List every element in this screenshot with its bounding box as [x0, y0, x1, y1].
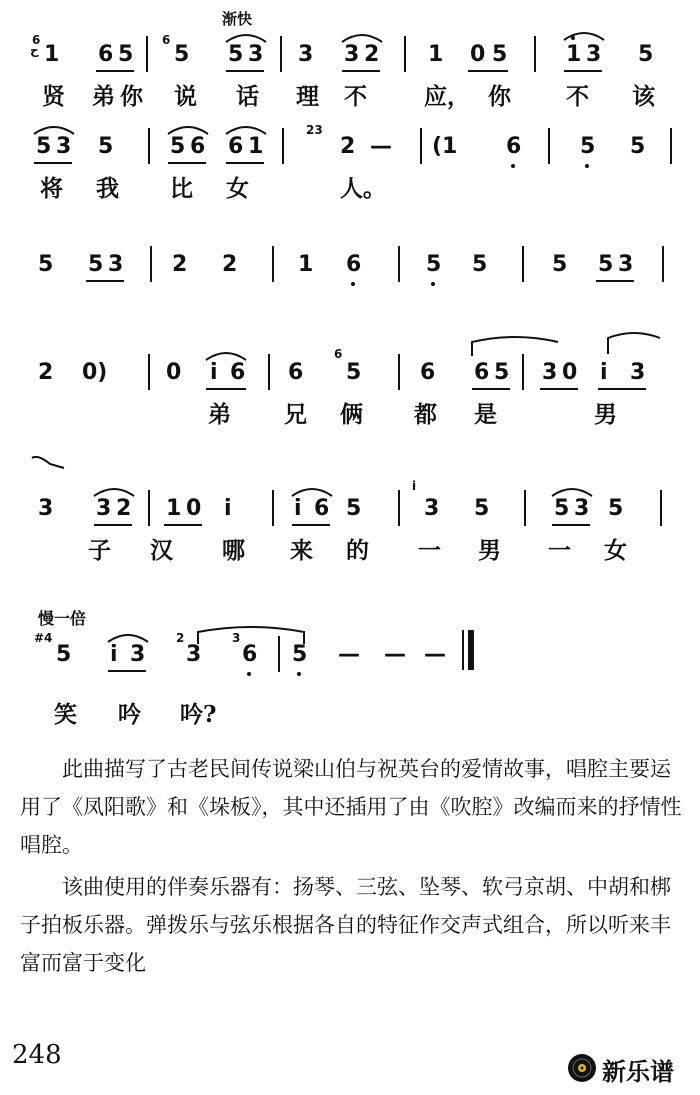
note: 5 [170, 134, 186, 159]
note: 3 [586, 42, 602, 67]
lyric: 兄 [284, 401, 307, 428]
note: — [384, 642, 406, 667]
lyric: 弟 [208, 401, 231, 428]
beam-underline [226, 70, 264, 72]
beam-underline [34, 162, 72, 164]
lyric: 吟? [180, 701, 217, 728]
grace-note: 23 [306, 123, 323, 137]
note: 5 [492, 42, 508, 67]
lyric: 一 [548, 537, 571, 564]
lyric: 汉 [150, 537, 173, 564]
slur [550, 484, 594, 498]
lyric: 你 [120, 83, 143, 110]
lyric: 弟 [92, 83, 115, 110]
low-octave-dot [351, 282, 355, 286]
note: 3 [108, 252, 124, 277]
note: 2 [340, 134, 356, 159]
notes-row [0, 346, 700, 396]
note: 3 [96, 496, 112, 521]
lyric: 一 [418, 537, 441, 564]
note: 5 [174, 42, 190, 67]
slur [562, 28, 606, 42]
note: 5 [494, 360, 510, 385]
lyric: 子 [88, 537, 111, 564]
note: 3 [248, 42, 264, 67]
grace-note: 2 [176, 631, 185, 645]
note: 6 [228, 134, 244, 159]
grace-note: 6 [334, 347, 343, 361]
lyric: 女 [226, 175, 249, 202]
barline [398, 246, 400, 282]
note: 6 [474, 360, 490, 385]
note: 0 [166, 360, 182, 385]
lyric: 该 [632, 83, 655, 110]
beam-underline [468, 70, 508, 72]
grace-note: 3 [232, 631, 241, 645]
barline [420, 128, 422, 164]
note: i [294, 496, 302, 521]
barline [150, 246, 152, 282]
barline [280, 36, 282, 72]
note: 5 [118, 42, 134, 67]
note: 1 [44, 42, 60, 67]
score-system-2 [0, 118, 700, 208]
note: 3 [630, 360, 646, 385]
description-paragraph-2: 该曲使用的伴奏乐器有：扬琴、三弦、坠琴、软弓京胡、中胡和梆子拍板乐器。弹拨乐与弦乐根据各自的特征作交声式组合，所以听来丰富而富于变化 [20, 875, 671, 975]
note: 5 [630, 134, 646, 159]
grace-note: #4 [34, 631, 53, 645]
note: 6 [420, 360, 436, 385]
score-system-1 [0, 28, 700, 118]
slur [32, 122, 76, 136]
tie-arc [470, 336, 560, 358]
tie-arc [30, 456, 66, 470]
beam-underline [342, 70, 380, 72]
note: 5 [56, 642, 72, 667]
note: 2 [38, 360, 54, 385]
tie-arc [196, 626, 306, 646]
score-system-6 [0, 626, 700, 728]
lyric: 贤 [42, 83, 65, 110]
note: — [424, 642, 446, 667]
brand-logo [566, 1050, 690, 1086]
lyric: 我 [96, 175, 119, 202]
note: 1 [298, 252, 314, 277]
note: 2 [222, 252, 238, 277]
score-system-3 [0, 238, 700, 328]
notes-row [0, 238, 700, 288]
slur [106, 630, 150, 644]
lyric: 都 [414, 401, 437, 428]
barline [660, 490, 662, 526]
note: 5 [472, 252, 488, 277]
barline [272, 246, 274, 282]
score-system-4 [0, 346, 700, 436]
grace-note: 6 [162, 33, 171, 47]
note: 6 [230, 360, 246, 385]
note: 3 [574, 496, 590, 521]
lyrics-row [0, 394, 700, 430]
note: 1 [248, 134, 264, 159]
beam-underline [564, 70, 602, 72]
barline [670, 128, 672, 164]
lyric: 男 [594, 401, 617, 428]
note: 3 [542, 360, 558, 385]
slur [92, 484, 136, 498]
barline [272, 490, 274, 526]
description-paragraph-1: 此曲描写了古老民间传说梁山伯与祝英台的爱情故事，唱腔主要运用了《凤阳歌》和《垛板》，其中还插用了由《吹腔》改编而来的抒情性唱腔。 [20, 757, 682, 857]
note: 3 [618, 252, 634, 277]
beam-underline [226, 162, 264, 164]
note: 2 [172, 252, 188, 277]
beam-underline [96, 70, 134, 72]
note: 5 [580, 134, 596, 159]
beam-underline [472, 388, 510, 390]
lyric: 理 [296, 83, 319, 110]
note: 2 [116, 496, 132, 521]
note: 6 [190, 134, 206, 159]
note: 5 [88, 252, 104, 277]
note: 0 [562, 360, 578, 385]
note: 1 [428, 42, 444, 67]
note: 3 [56, 134, 72, 159]
lyric: 人。 [340, 175, 386, 202]
barline [146, 36, 148, 72]
barline [148, 490, 150, 526]
note: 3 [424, 496, 440, 521]
barline [398, 354, 400, 390]
barline [282, 128, 284, 164]
notes-row [0, 118, 700, 168]
page-number: 248 [12, 1040, 62, 1070]
slur [204, 348, 248, 362]
lyric: 话 [236, 83, 259, 110]
beam-underline [598, 388, 646, 390]
lyric: 将 [40, 175, 63, 202]
slur [166, 122, 210, 136]
note: 0 [470, 42, 486, 67]
lyric: 说 [174, 83, 197, 110]
lyrics-row [0, 166, 700, 202]
lyric: 比 [170, 175, 193, 202]
low-octave-dot [431, 282, 435, 286]
lyric: 不 [344, 83, 367, 110]
note: 5 [346, 496, 362, 521]
barline [148, 354, 150, 390]
note: 1 [166, 496, 182, 521]
note: 3 [186, 642, 202, 667]
brand-name: 新乐谱 [602, 1058, 674, 1086]
note: 5 [36, 134, 52, 159]
notes-row [0, 626, 700, 676]
tempo-mark-half-speed: 慢一倍 [38, 609, 87, 628]
note: 3 [130, 642, 146, 667]
barline [524, 490, 526, 526]
note: — [370, 134, 392, 159]
vinyl-record-icon [566, 1052, 598, 1084]
lyric: 应， [424, 83, 470, 110]
barline [404, 36, 406, 72]
note: 0 [186, 496, 202, 521]
grace-note: i [412, 479, 417, 493]
note: 5 [608, 496, 624, 521]
lyric: 来 [290, 537, 313, 564]
lyric: 俩 [340, 401, 363, 428]
note: 3 [298, 42, 314, 67]
lyrics-row [0, 76, 700, 112]
slur [290, 484, 334, 498]
lyric: 的 [346, 537, 369, 564]
final-barline-thick [468, 630, 474, 670]
lyric: 你 [488, 83, 511, 110]
note: 6 [314, 496, 330, 521]
slur [224, 122, 268, 136]
beam-underline [540, 388, 578, 390]
note: 5 [38, 252, 54, 277]
barline [662, 246, 664, 282]
note: 5 [598, 252, 614, 277]
barline [522, 246, 524, 282]
barline [548, 128, 550, 164]
note: i [600, 360, 608, 385]
beam-underline [206, 388, 246, 390]
lyrics-row [0, 526, 700, 562]
slur [340, 30, 384, 44]
note: i [224, 496, 232, 521]
note: 6 [98, 42, 114, 67]
lyric: 不 [566, 83, 589, 110]
final-barline-thin [462, 630, 464, 670]
beam-underline [108, 670, 146, 672]
lyric: 女 [604, 537, 627, 564]
note: 1 [566, 42, 582, 67]
note: 3 [344, 42, 360, 67]
note: 5 [228, 42, 244, 67]
note: 5 [554, 496, 570, 521]
notes-row [0, 478, 700, 528]
barline [522, 354, 524, 390]
note: 6 [288, 360, 304, 385]
slur [224, 30, 268, 44]
lyrics-row [0, 674, 700, 728]
note: 3 [38, 496, 54, 521]
beam-underline [86, 280, 124, 282]
barline [278, 636, 280, 672]
beam-underline [596, 280, 634, 282]
note: 5 [638, 42, 654, 67]
score-system-5 [0, 478, 700, 568]
note: i [210, 360, 218, 385]
lyric: 哪 [222, 537, 245, 564]
note: 5 [346, 360, 362, 385]
barline [148, 128, 150, 164]
note: 2 [364, 42, 380, 67]
grace-note: 6 [32, 33, 41, 47]
ornament-mark: ح [30, 43, 39, 57]
barline [534, 36, 536, 72]
note: 0) [82, 360, 108, 385]
tie-arc [606, 332, 662, 356]
tempo-mark-accelerando: 渐快 [222, 10, 253, 28]
note: 6 [242, 642, 258, 667]
barline [398, 490, 400, 526]
lyric: 笑 [54, 701, 77, 728]
notes-row [0, 28, 700, 78]
note: 5 [474, 496, 490, 521]
note: 6 [506, 134, 522, 159]
beam-underline [168, 162, 206, 164]
note: 5 [552, 252, 568, 277]
note: (1 [432, 134, 458, 159]
note: 5 [98, 134, 114, 159]
lyric: 男 [478, 537, 501, 564]
note: 6 [346, 252, 362, 277]
barline [268, 354, 270, 390]
note: — [338, 642, 360, 667]
lyric: 是 [474, 401, 497, 428]
lyric: 吟 [118, 701, 141, 728]
note: i [110, 642, 118, 667]
note: 5 [426, 252, 442, 277]
note: 5 [292, 642, 308, 667]
